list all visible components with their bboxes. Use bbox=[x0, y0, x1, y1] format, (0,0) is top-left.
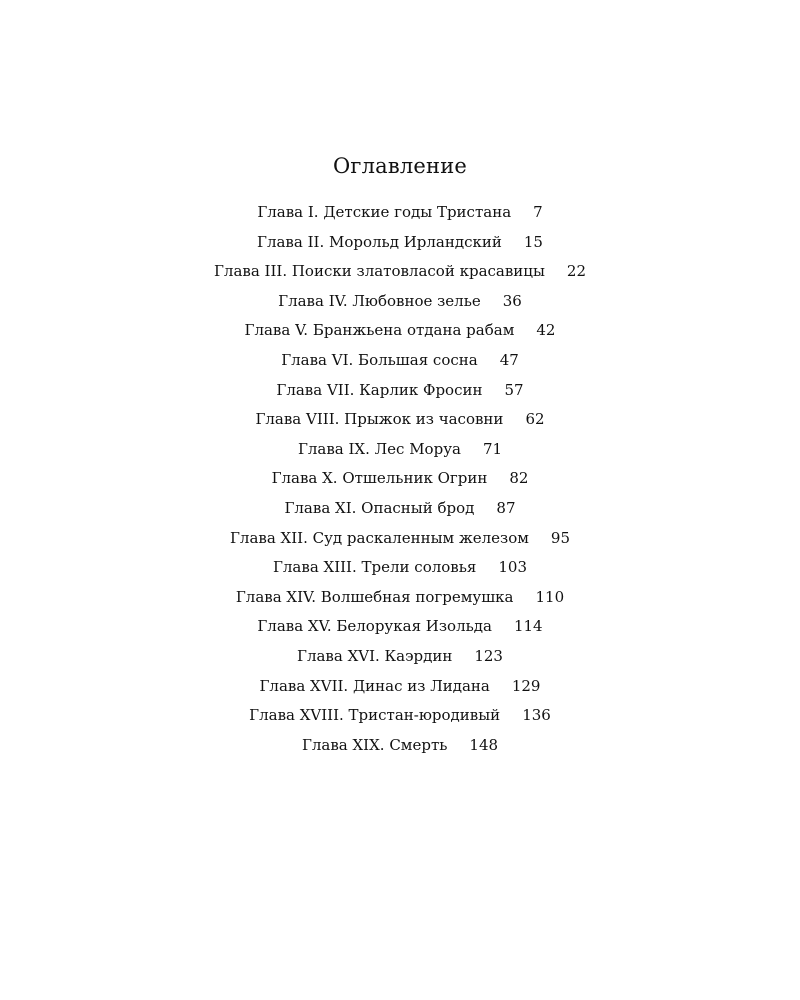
chapter-title: Глава IX. Лес Моруа bbox=[297, 439, 461, 458]
toc-entry bbox=[0, 316, 800, 346]
chapter-title: Глава VI. Большая сосна bbox=[281, 350, 478, 369]
page-number: 36 bbox=[502, 291, 522, 310]
toc-entry bbox=[0, 287, 800, 317]
chapter-title: Глава XIII. Трели соловья bbox=[272, 558, 477, 577]
toc-entry bbox=[0, 553, 800, 583]
chapter-title: Глава II. Морольд Ирландский bbox=[257, 232, 502, 251]
chapter-title: Глава XI. Опасный брод bbox=[284, 498, 475, 517]
chapter-title: Глава XVI. Каэрдин bbox=[297, 646, 453, 665]
chapter-title: Глава V. Бранжьена отдана рабам bbox=[244, 321, 515, 340]
page-number: 103 bbox=[498, 558, 528, 577]
chapter-title: Глава VIII. Прыжок из часовни bbox=[255, 410, 504, 429]
page-number: 114 bbox=[513, 617, 543, 636]
chapter-title: Глава I. Детские годы Тристана bbox=[257, 203, 512, 221]
page-number: 136 bbox=[522, 706, 551, 725]
toc-entry bbox=[0, 494, 800, 524]
toc-entry bbox=[0, 346, 800, 376]
chapter-title: Глава XVII. Динас из Лидана bbox=[259, 676, 490, 695]
chapter-title: Глава XII. Суд раскаленным железом bbox=[229, 528, 529, 547]
page-number: 42 bbox=[536, 321, 556, 340]
page-number: 82 bbox=[509, 469, 529, 488]
page-number: 148 bbox=[469, 735, 499, 754]
toc-entry bbox=[0, 731, 800, 761]
chapter-title: Глава XIV. Волшебная погремушка bbox=[235, 587, 514, 606]
page-number: 110 bbox=[535, 587, 565, 606]
page-number: 87 bbox=[496, 498, 516, 517]
toc-entry bbox=[0, 612, 800, 642]
toc-entry bbox=[0, 583, 800, 613]
page-number: 22 bbox=[566, 262, 586, 281]
toc-entry bbox=[0, 257, 800, 287]
toc-entry bbox=[0, 228, 800, 258]
chapter-title: Глава IV. Любовное зелье bbox=[278, 291, 481, 310]
chapter-title: Глава XVIII. Тристан-юродивый bbox=[249, 706, 501, 725]
page-number: 7 bbox=[533, 203, 543, 221]
chapter-title: Глава III. Поиски златовласой красавицы bbox=[213, 262, 545, 281]
page-number: 95 bbox=[550, 528, 571, 547]
page-number: 129 bbox=[511, 676, 541, 695]
toc-entry bbox=[0, 435, 800, 465]
page-number: 71 bbox=[482, 439, 503, 458]
table-of-contents bbox=[0, 198, 800, 760]
chapter-title: Глава XIX. Смерть bbox=[301, 735, 448, 754]
chapter-title: Глава VII. Карлик Фросин bbox=[276, 380, 483, 399]
page-title: Оглавление bbox=[332, 154, 468, 178]
page-number: 47 bbox=[499, 350, 519, 369]
toc-entry bbox=[0, 464, 800, 494]
toc-entry bbox=[0, 642, 800, 672]
toc-entry bbox=[0, 405, 800, 435]
page-number: 15 bbox=[523, 232, 543, 251]
chapter-title: Глава X. Отшельник Огрин bbox=[271, 469, 488, 488]
toc-entry bbox=[0, 672, 800, 702]
page-number: 123 bbox=[474, 646, 503, 665]
toc-entry bbox=[0, 701, 800, 731]
toc-entry bbox=[0, 198, 800, 228]
page-number: 57 bbox=[504, 380, 524, 399]
toc-entry bbox=[0, 524, 800, 554]
page-number: 62 bbox=[525, 410, 545, 429]
chapter-title: Глава XV. Белорукая Изольда bbox=[257, 617, 492, 636]
toc-entry bbox=[0, 376, 800, 406]
